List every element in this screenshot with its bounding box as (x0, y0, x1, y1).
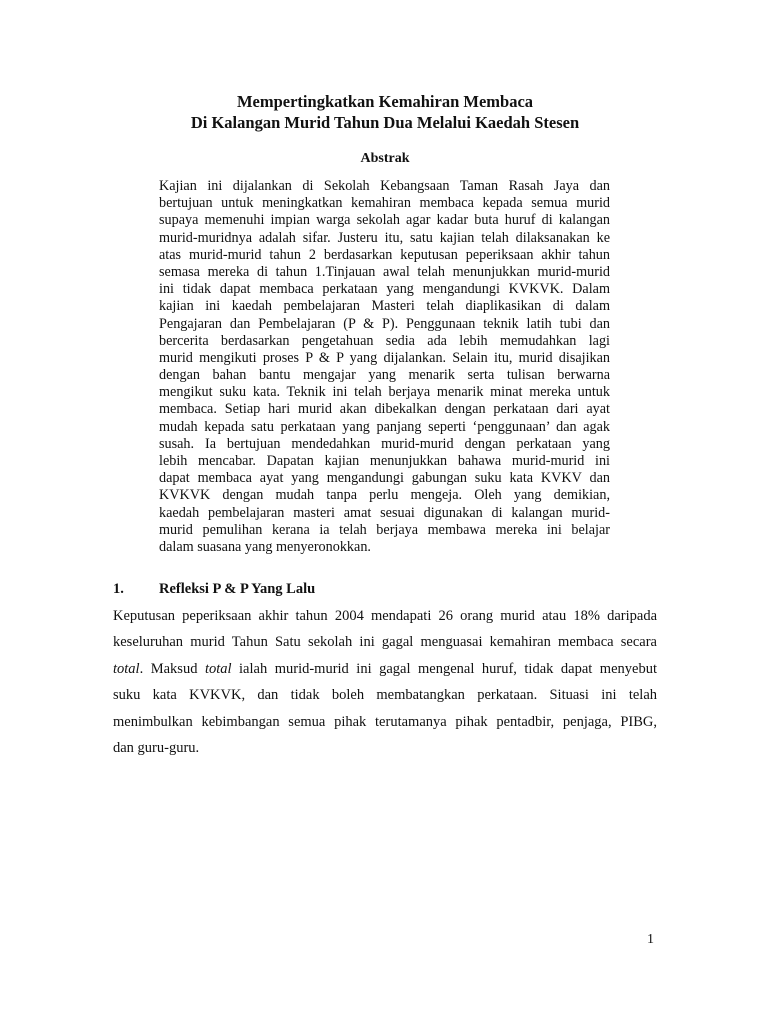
abstract-line: kaedah pembelajaran masteri amat sesuai digunakan di kalangan murid- (159, 504, 610, 521)
body-line: suku kata KVKVK, dan tidak boleh membatangkan perkataan. Situasi ini telah (113, 687, 657, 704)
abstract-line: dalam suasana yang menyeronokkan. (159, 538, 371, 555)
abstract-line: semasa mereka di tahun 1.Tinjauan awal telah menunjukkan murid-murid (159, 263, 610, 280)
italic-term: total (204, 660, 232, 677)
abstract-line: Pengajaran dan Pembelajaran (P & P). Penggunaan teknik latih tubi dan (159, 315, 610, 332)
abstract-line: atas murid-murid tahun 2 berdasarkan keputusan peperiksaan akhir tahun (159, 246, 610, 263)
italic-term: total (113, 660, 140, 677)
document-title-line-2: Di Kalangan Murid Tahun Dua Melalui Kaedah Stesen (190, 113, 580, 132)
abstract-line: dapat membaca ayat yang mengandungi gabungan suku kata KVKV dan (159, 470, 610, 487)
abstract-line: bercerita berdasarkan pengetahuan sedia ada lebih memudahkan lagi (159, 332, 610, 349)
abstract-line: ini tidak dapat membaca perkataan yang mengandungi KVKVK. Dalam (159, 281, 610, 298)
abstract-line: kajian ini kaedah pembelajaran Masteri telah diaplikasikan di dalam (159, 298, 610, 315)
abstract-line: murid mengikuti proses P & P yang dijalankan. Selain itu, murid disajikan (159, 349, 610, 366)
abstract-line: lebih mencabar. Dapatan kajian menunjukkan bahawa murid-murid ini (159, 453, 610, 469)
abstract-line: supaya memenuhi impian warga sekolah agar kadar buta huruf di kalangan (159, 212, 610, 229)
abstract-line: dengan bahan bantu mengajar yang menarik serta tulisan berwarna (159, 367, 610, 384)
section-number: 1. (113, 581, 124, 597)
section-body-paragraph (113, 603, 657, 761)
abstract-line: mudah kepada satu perkataan yang panjang seperti ‘penggunaan’ dan agak (159, 418, 610, 435)
abstract-line: murid pemulihan kerana ia telah berjaya membawa mereka ini belajar (159, 521, 610, 538)
abstract-line: susah. Ia bertujuan mendedahkan murid-murid dengan perkataan yang (159, 435, 610, 452)
abstract-line: bertujuan untuk meningkatkan kemahiran membaca kepada semua murid (159, 195, 610, 212)
abstract-heading: Abstrak (360, 151, 410, 166)
abstract-paragraph (159, 178, 610, 556)
body-line: menimbulkan kebimbangan semua pihak terutamanya pihak pentadbir, penjaga, PIBG, (113, 713, 657, 730)
abstract-line: Kajian ini dijalankan di Sekolah Kebangsaan Taman Rasah Jaya dan (159, 178, 610, 194)
body-text-segment: . Maksud (139, 660, 205, 677)
body-text-segment: ialah murid-murid ini gagal mengenal huruf, tidak dapat menyebut (231, 660, 657, 677)
body-line: keseluruhan murid Tahun Satu sekolah ini gagal menguasai kemahiran membaca secara (113, 634, 657, 651)
body-line: dan guru-guru. (113, 739, 200, 756)
abstract-line: mengikut suku kata. Teknik ini telah berjaya menarik minat mereka untuk (159, 384, 610, 401)
section-title: Refleksi P & P Yang Lalu (159, 581, 316, 597)
page-number: 1 (647, 932, 654, 947)
abstract-line: murid-muridnya adalah sifar. Justeru itu, satu kajian telah dilaksanakan ke (159, 229, 610, 246)
body-line: Keputusan peperiksaan akhir tahun 2004 mendapati 26 orang murid atau 18% daripada (113, 608, 657, 624)
document-title-line-1: Mempertingkatkan Kemahiran Membaca (236, 92, 534, 111)
body-line (113, 656, 657, 682)
abstract-line: membaca. Setiap hari murid akan dibekalkan dengan perkataan dari ayat (159, 401, 610, 418)
abstract-line: KVKVK dengan mudah tanpa perlu mengeja. Oleh yang demikian, (159, 487, 610, 504)
